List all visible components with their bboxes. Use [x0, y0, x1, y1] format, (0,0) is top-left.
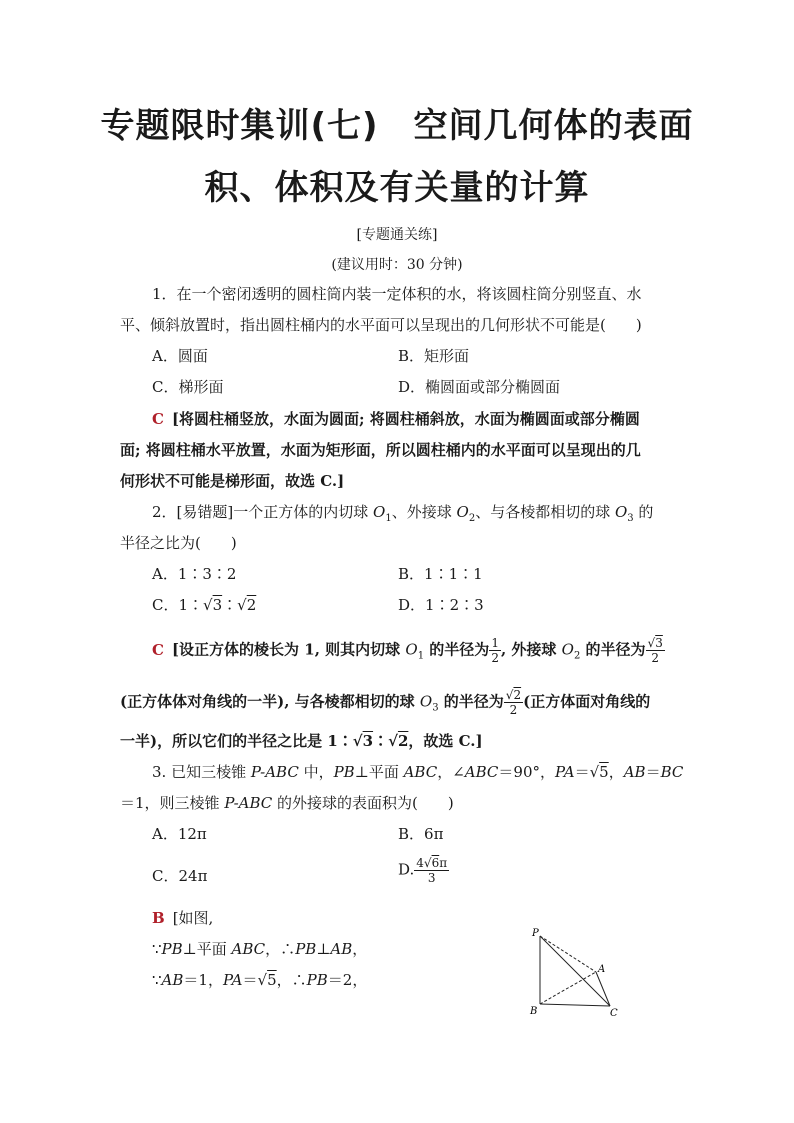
doc-title-line-1: 专题限时集训(七) 空间几何体的表面	[100, 106, 694, 146]
q2-option-a: A．1∶3∶2	[152, 565, 237, 583]
q1-stem-line-1: 1．在一个密闭透明的圆柱筒内装一定体积的水，将该圆柱筒分别竖直、水	[152, 285, 642, 303]
q2-option-b: B．1∶1∶1	[398, 565, 483, 583]
pyramid-figure	[526, 926, 626, 1020]
q1-explanation-line-1: C [将圆柱桶竖放，水面为圆面; 将圆柱桶斜放，水面为椭圆面或部分椭圆	[152, 410, 640, 428]
q2-stem-line-1: 2．[易错题]一个正方体的内切球 $O_1$、外接球 $O_2$、与各棱都相切的球 $O_3$ 的	[152, 503, 654, 524]
q2-option-c: C．1∶√3∶√2	[152, 596, 257, 614]
q3-option-d: D. $\frac{4√6\pi}{3}$	[398, 856, 448, 885]
q3-answer: B	[152, 909, 165, 927]
label-p: P	[532, 928, 539, 939]
label-b: B	[530, 1006, 538, 1017]
q3-option-a: A．12π	[152, 825, 207, 843]
q1-explanation-line-3: 何形状不可能是梯形面，故选 C.]	[120, 472, 345, 490]
q1-option-a: A．圆面	[152, 347, 208, 365]
q2-explanation-line-1: C [设正方体的棱长为 1, 则其内切球 $O_1$ 的半径为 $\frac{1}{2}$ , 外接球 $O_2$ 的半径为 $\frac{√3}{2}$	[152, 636, 663, 665]
q3-stem-line-1: 3. 已知三棱锥 P-ABC 中，PB⊥平面 ABC，∠ABC＝90°，PA＝√5，AB＝BC	[152, 763, 684, 781]
q1-explanation-line-2: 面; 将圆柱桶水平放置，水面为矩形面，所以圆柱桶内的水平面可以呈现出的几	[120, 441, 641, 459]
q2-option-d: D．1∶2∶3	[398, 596, 484, 614]
q2-explanation-line-3: 一半)，所以它们的半径之比是 1∶√3∶√2，故选 C.]	[120, 732, 483, 750]
q1-option-c: C．梯形面	[152, 378, 224, 396]
q1-answer: C	[152, 410, 164, 428]
doc-title-line-2: 积、体积及有关量的计算	[204, 168, 590, 208]
time-suggestion: (建议用时：30 分钟)	[331, 257, 463, 273]
q3-explanation-line-3: ∵AB＝1，PA＝√5，∴PB＝2，	[152, 971, 368, 989]
q2-answer: C	[152, 640, 164, 659]
q1-option-d: D．椭圆面或部分椭圆面	[398, 378, 561, 396]
label-a: A	[598, 964, 606, 975]
edge-ac	[596, 972, 610, 1006]
q2-explanation-line-2: (正方体体对角线的一半), 与各棱都相切的球 $O_3$ 的半径为 $\frac{√2}{2}$ (正方体面对角线的	[120, 688, 651, 717]
q2-stem-line-2: 半径之比为( )	[120, 534, 237, 552]
edge-pa	[540, 936, 596, 972]
q3-explanation-line-2: ∵PB⊥平面 ABC，∴PB⊥AB，	[152, 940, 368, 958]
section-label: [专题通关练]	[356, 227, 438, 243]
q1-option-b: B．矩形面	[398, 347, 470, 365]
edge-ba	[540, 972, 596, 1004]
q1-stem-line-2: 平、倾斜放置时，指出圆柱桶内的水平面可以呈现出的几何形状不可能是( )	[120, 316, 642, 334]
q3-explanation-line-1: B [如图,	[152, 909, 214, 927]
q3-stem-line-2: ＝1，则三棱锥 P-ABC 的外接球的表面积为( )	[120, 794, 454, 812]
label-c: C	[610, 1008, 618, 1019]
edge-bc	[540, 1004, 610, 1006]
q3-option-b: B．6π	[398, 825, 444, 843]
q3-option-c: C．24π	[152, 867, 208, 885]
